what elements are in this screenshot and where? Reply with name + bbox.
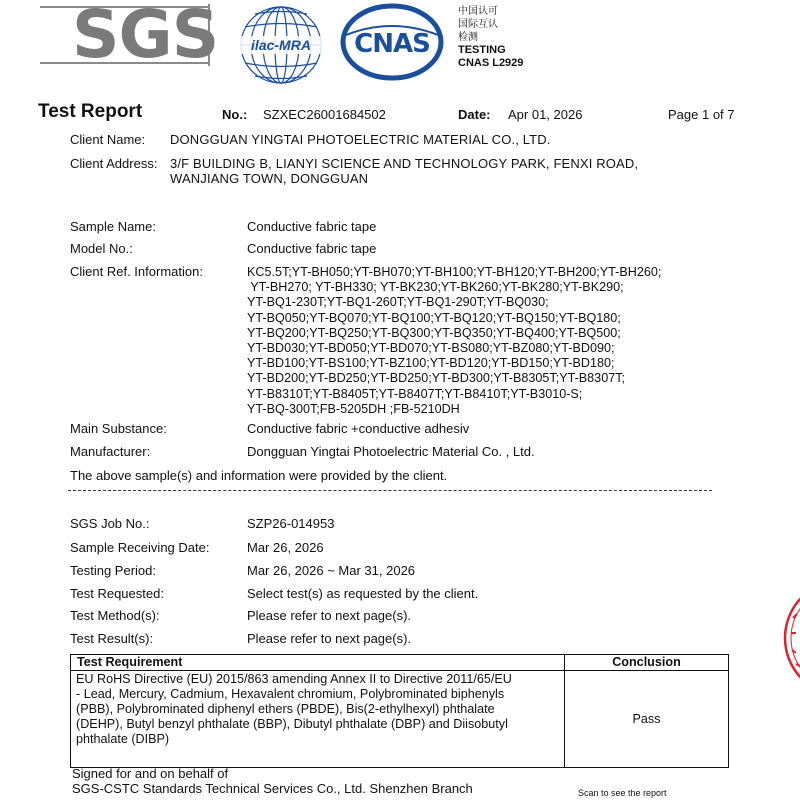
testing-period: Mar 26, 2026 ~ Mar 31, 2026 [247,563,416,578]
test-requirement-table [70,654,729,768]
conclusion-cell: Pass [565,671,729,768]
manufacturer-label: Manufacturer: [70,444,151,459]
scan-note: Scan to see the report [578,788,667,798]
testing-period-label: Testing Period: [70,563,156,578]
manufacturer: Dongguan Yingtai Photoelectric Material Co. , Ltd. [247,444,535,459]
client-name: DONGGUAN YINGTAI PHOTOELECTRIC MATERIAL CO., LTD. [170,132,551,147]
sample-name-label: Sample Name: [70,219,156,234]
requirement-line: (PBB), Polybrominated diphenyl ethers (PBDE), Bis(2-ethylhexyl) phthalate [76,702,495,716]
column-header-conclusion: Conclusion [565,655,729,671]
accreditation-testing: TESTING [458,44,506,56]
client-address-label: Client Address: [70,156,158,171]
client-address-line1: 3/F BUILDING B, LIANYI SCIENCE AND TECHNOLOGY PARK, FENXI ROAD, [170,156,639,171]
signed-on-behalf: Signed for and on behalf of [72,766,229,781]
main-substance: Conductive fabric +conductive adhesiv [247,421,470,436]
table-header-row [71,655,729,671]
table-row [71,671,729,768]
report-date-label: Date: [458,107,491,122]
client-ref-label: Client Ref. Information: [70,264,203,279]
requirement-cell [71,671,565,768]
client-ref-line: YT-BH270; YT-BH330; YT-BK230;YT-BK260;YT-BK280;YT-BK290; [247,280,624,295]
cnas-logo [340,3,444,81]
sgs-logo: SGS [72,0,219,73]
test-method: Please refer to next page(s). [247,608,412,623]
client-address-line2: WANJIANG TOWN, DONGGUAN [170,171,369,186]
section-divider [68,490,712,491]
column-header-requirement: Test Requirement [71,655,565,671]
model-no: Conductive fabric tape [247,241,377,256]
signing-company: SGS-CSTC Standards Technical Services Co., Ltd. Shenzhen Branch [72,781,473,796]
requirement-line: - Lead, Mercury, Cadmium, Hexavalent chromium, Polybrominated biphenyls [76,687,505,701]
report-number-label: No.: [222,107,248,122]
test-requested-label: Test Requested: [70,586,164,601]
model-no-label: Model No.: [70,241,133,256]
sample-name: Conductive fabric tape [247,219,377,234]
ilac-mra-text: ilac-MRA [251,37,311,53]
accreditation-line: 国际互认 [458,19,498,30]
client-ref-line: YT-B8310T;YT-B8405T;YT-B8407T;YT-B8410T;YT-B3010-S; [247,386,583,401]
main-substance-label: Main Substance: [70,421,167,436]
client-ref-line: YT-BD030;YT-BD050;YT-BD070;YT-BS080;YT-BZ080;YT-BD090; [247,341,615,356]
test-result-label: Test Result(s): [70,631,154,646]
report-date: Apr 01, 2026 [508,107,583,122]
accreditation-line: 检测 [458,32,478,43]
report-number: SZXEC26001684502 [263,107,386,122]
client-ref-line: KC5.5T;YT-BH050;YT-BH070;YT-BH100;YT-BH120;YT-BH200;YT-BH260; [247,265,662,279]
ilac-mra-seal [235,2,327,88]
receiving-date-label: Sample Receiving Date: [70,540,210,555]
requirement-line: EU RoHS Directive (EU) 2015/863 amending Annex II to Directive 2011/65/EU [76,672,512,686]
client-ref-line: YT-BQ200;YT-BQ250;YT-BQ300;YT-BQ350;YT-BQ400;YT-BQ500; [247,325,621,340]
provided-by-client-note: The above sample(s) and information were provided by the client. [70,468,448,483]
company-seal [781,578,800,698]
accreditation-number: CNAS L2929 [458,57,524,69]
report-title: Test Report [38,101,143,122]
client-ref-line: YT-BQ1-230T;YT-BQ1-260T;YT-BQ1-290T;YT-BQ030; [247,295,549,310]
client-ref-info [247,265,661,417]
test-result: Please refer to next page(s). [247,631,412,646]
page-indicator: Page 1 of 7 [668,107,735,122]
job-no: SZP26-014953 [247,516,335,531]
client-name-label: Client Name: [70,132,146,147]
accreditation-line: 中国认可 [458,6,498,17]
test-method-label: Test Method(s): [70,608,160,623]
requirement-line: (DEHP), Butyl benzyl phthalate (BBP), Dibutyl phthalate (DBP) and Diisobutyl [76,717,508,731]
test-requested: Select test(s) as requested by the client. [247,586,479,601]
client-ref-line: YT-BQ-300T;FB-5205DH ;FB-5210DH [247,401,460,416]
client-ref-line: YT-BD100;YT-BS100;YT-BZ100;YT-BD120;YT-BD150;YT-BD180; [247,356,615,371]
accreditation-block [458,5,523,70]
client-ref-line: YT-BD200;YT-BD250;YT-BD250;YT-BD300;YT-B8305T;YT-B8307T; [247,371,625,386]
requirement-line: phthalate (DIBP) [76,732,170,746]
receiving-date: Mar 26, 2026 [247,540,324,555]
job-no-label: SGS Job No.: [70,516,150,531]
client-ref-line: YT-BQ050;YT-BQ070;YT-BQ100;YT-BQ120;YT-BQ150;YT-BQ180; [247,310,621,325]
cnas-text: CNAS [354,29,430,59]
